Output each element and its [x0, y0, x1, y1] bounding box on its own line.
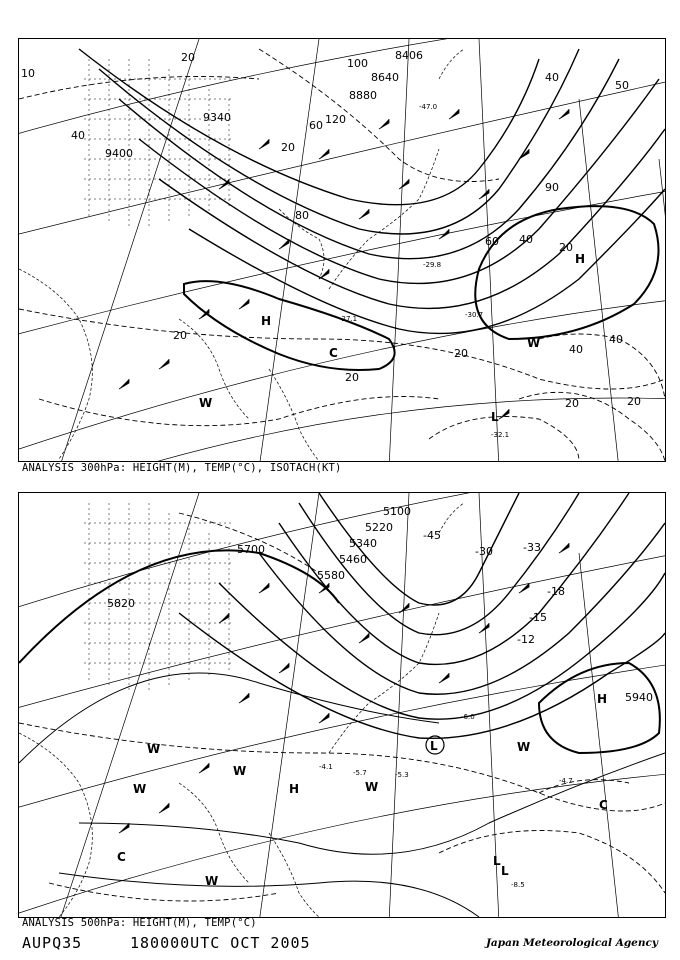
upper-air-chart-300hpa — [18, 38, 666, 462]
coastlines — [19, 49, 464, 461]
temp-label: -6.0 — [461, 713, 475, 721]
height-label: 8880 — [349, 89, 377, 102]
temp-label: -4.1 — [319, 763, 333, 771]
pressure-center-letter: L — [493, 854, 501, 868]
isotach-label: 90 — [545, 181, 559, 194]
isotach-label: 20 — [454, 347, 468, 360]
height-labels-300 — [105, 49, 423, 160]
pressure-center-letter: W — [517, 740, 531, 754]
isotach-label: 50 — [615, 79, 629, 92]
map-500hpa — [19, 493, 665, 917]
temp-label: -45 — [423, 529, 441, 542]
isotach-label: 20 — [173, 329, 187, 342]
height-label: 5940 — [625, 691, 653, 704]
height-label: 5100 — [383, 505, 411, 518]
height-label: 5460 — [339, 553, 367, 566]
pressure-center-letter: W — [365, 780, 379, 794]
caption-500hpa: ANALYSIS 500hPa: HEIGHT(M), TEMP(°C) — [22, 917, 257, 929]
temp-label: -30.7 — [465, 311, 484, 319]
pressure-center-letter: W — [527, 336, 541, 350]
pressure-center-letter: H — [597, 692, 608, 706]
temp-label: -4.7 — [559, 777, 573, 785]
height-label: 9340 — [203, 111, 231, 124]
analysis-datetime: 180000UTC OCT 2005 — [130, 934, 311, 952]
temp-label: -29.8 — [423, 261, 442, 269]
temp-label: -33 — [523, 541, 541, 554]
isotach-label: 100 — [347, 57, 368, 70]
isotach-label: 20 — [281, 141, 295, 154]
temp-label: -18 — [547, 585, 565, 598]
pressure-center-letter: H — [261, 314, 272, 328]
isotach-label: 10 — [21, 67, 35, 80]
lower-contours — [19, 673, 665, 917]
upper-air-chart-500hpa — [18, 492, 666, 918]
pressure-center-letter: W — [147, 742, 161, 756]
wind-barbs — [119, 543, 569, 833]
isotach-label: 20 — [345, 371, 359, 384]
pressure-center-letter: C — [117, 850, 126, 864]
pressure-center-letter: C — [329, 346, 338, 360]
height-label: 8406 — [395, 49, 423, 62]
coastlines — [19, 503, 464, 917]
temp-label: -12 — [517, 633, 535, 646]
height-label: 9400 — [105, 147, 133, 160]
pressure-center-letter: L — [491, 410, 499, 424]
temp-label: -30 — [475, 545, 493, 558]
height-label: 5580 — [317, 569, 345, 582]
isotach-label: 40 — [71, 129, 85, 142]
pressure-center-letter: L — [430, 739, 438, 753]
pressure-center-letter: H — [289, 782, 300, 796]
height-label: 5220 — [365, 521, 393, 534]
temp-labels-300 — [339, 103, 509, 439]
isotach-label: 60 — [309, 119, 323, 132]
pressure-center-letter: W — [233, 764, 247, 778]
pressure-center-letter: L — [501, 864, 509, 878]
caption-300hpa: ANALYSIS 300hPa: HEIGHT(M), TEMP(°C), ISOTACH(KT) — [22, 462, 342, 474]
isotach-label: 20 — [559, 241, 573, 254]
pressure-center-letter: W — [199, 396, 213, 410]
height-contours — [179, 493, 665, 738]
temp-label: -15 — [529, 611, 547, 624]
isotach-label: 40 — [569, 343, 583, 356]
isotach-label: 40 — [519, 233, 533, 246]
height-label: 5820 — [107, 597, 135, 610]
agency-credit: Japan Meteorological Agency — [485, 937, 658, 949]
isotach-label: 120 — [325, 113, 346, 126]
pressure-center-letter: W — [133, 782, 147, 796]
map-300hpa — [19, 39, 665, 461]
bulletin-code: AUPQ35 — [22, 934, 83, 952]
isotach-label: 20 — [565, 397, 579, 410]
isotach-label: 40 — [545, 71, 559, 84]
pressure-center-letter: H — [575, 252, 586, 266]
isotach-label: 20 — [627, 395, 641, 408]
isotach-label: 60 — [485, 235, 499, 248]
isotach-label: 40 — [609, 333, 623, 346]
isotach-label: 20 — [181, 51, 195, 64]
height-label: 5700 — [237, 543, 265, 556]
height-label: 5340 — [349, 537, 377, 550]
pressure-center-letter: C — [599, 798, 608, 812]
temp-label: -8.5 — [511, 881, 525, 889]
isotach-label: 80 — [295, 209, 309, 222]
temp-label: -32.1 — [491, 431, 510, 439]
temp-label: -47.0 — [419, 103, 438, 111]
height-label: 8640 — [371, 71, 399, 84]
temp-label: -5.3 — [395, 771, 409, 779]
jet-contours — [184, 206, 659, 370]
temp-label: -27.1 — [339, 315, 358, 323]
temp-label: -5.7 — [353, 769, 367, 777]
pressure-center-letter: W — [205, 874, 219, 888]
